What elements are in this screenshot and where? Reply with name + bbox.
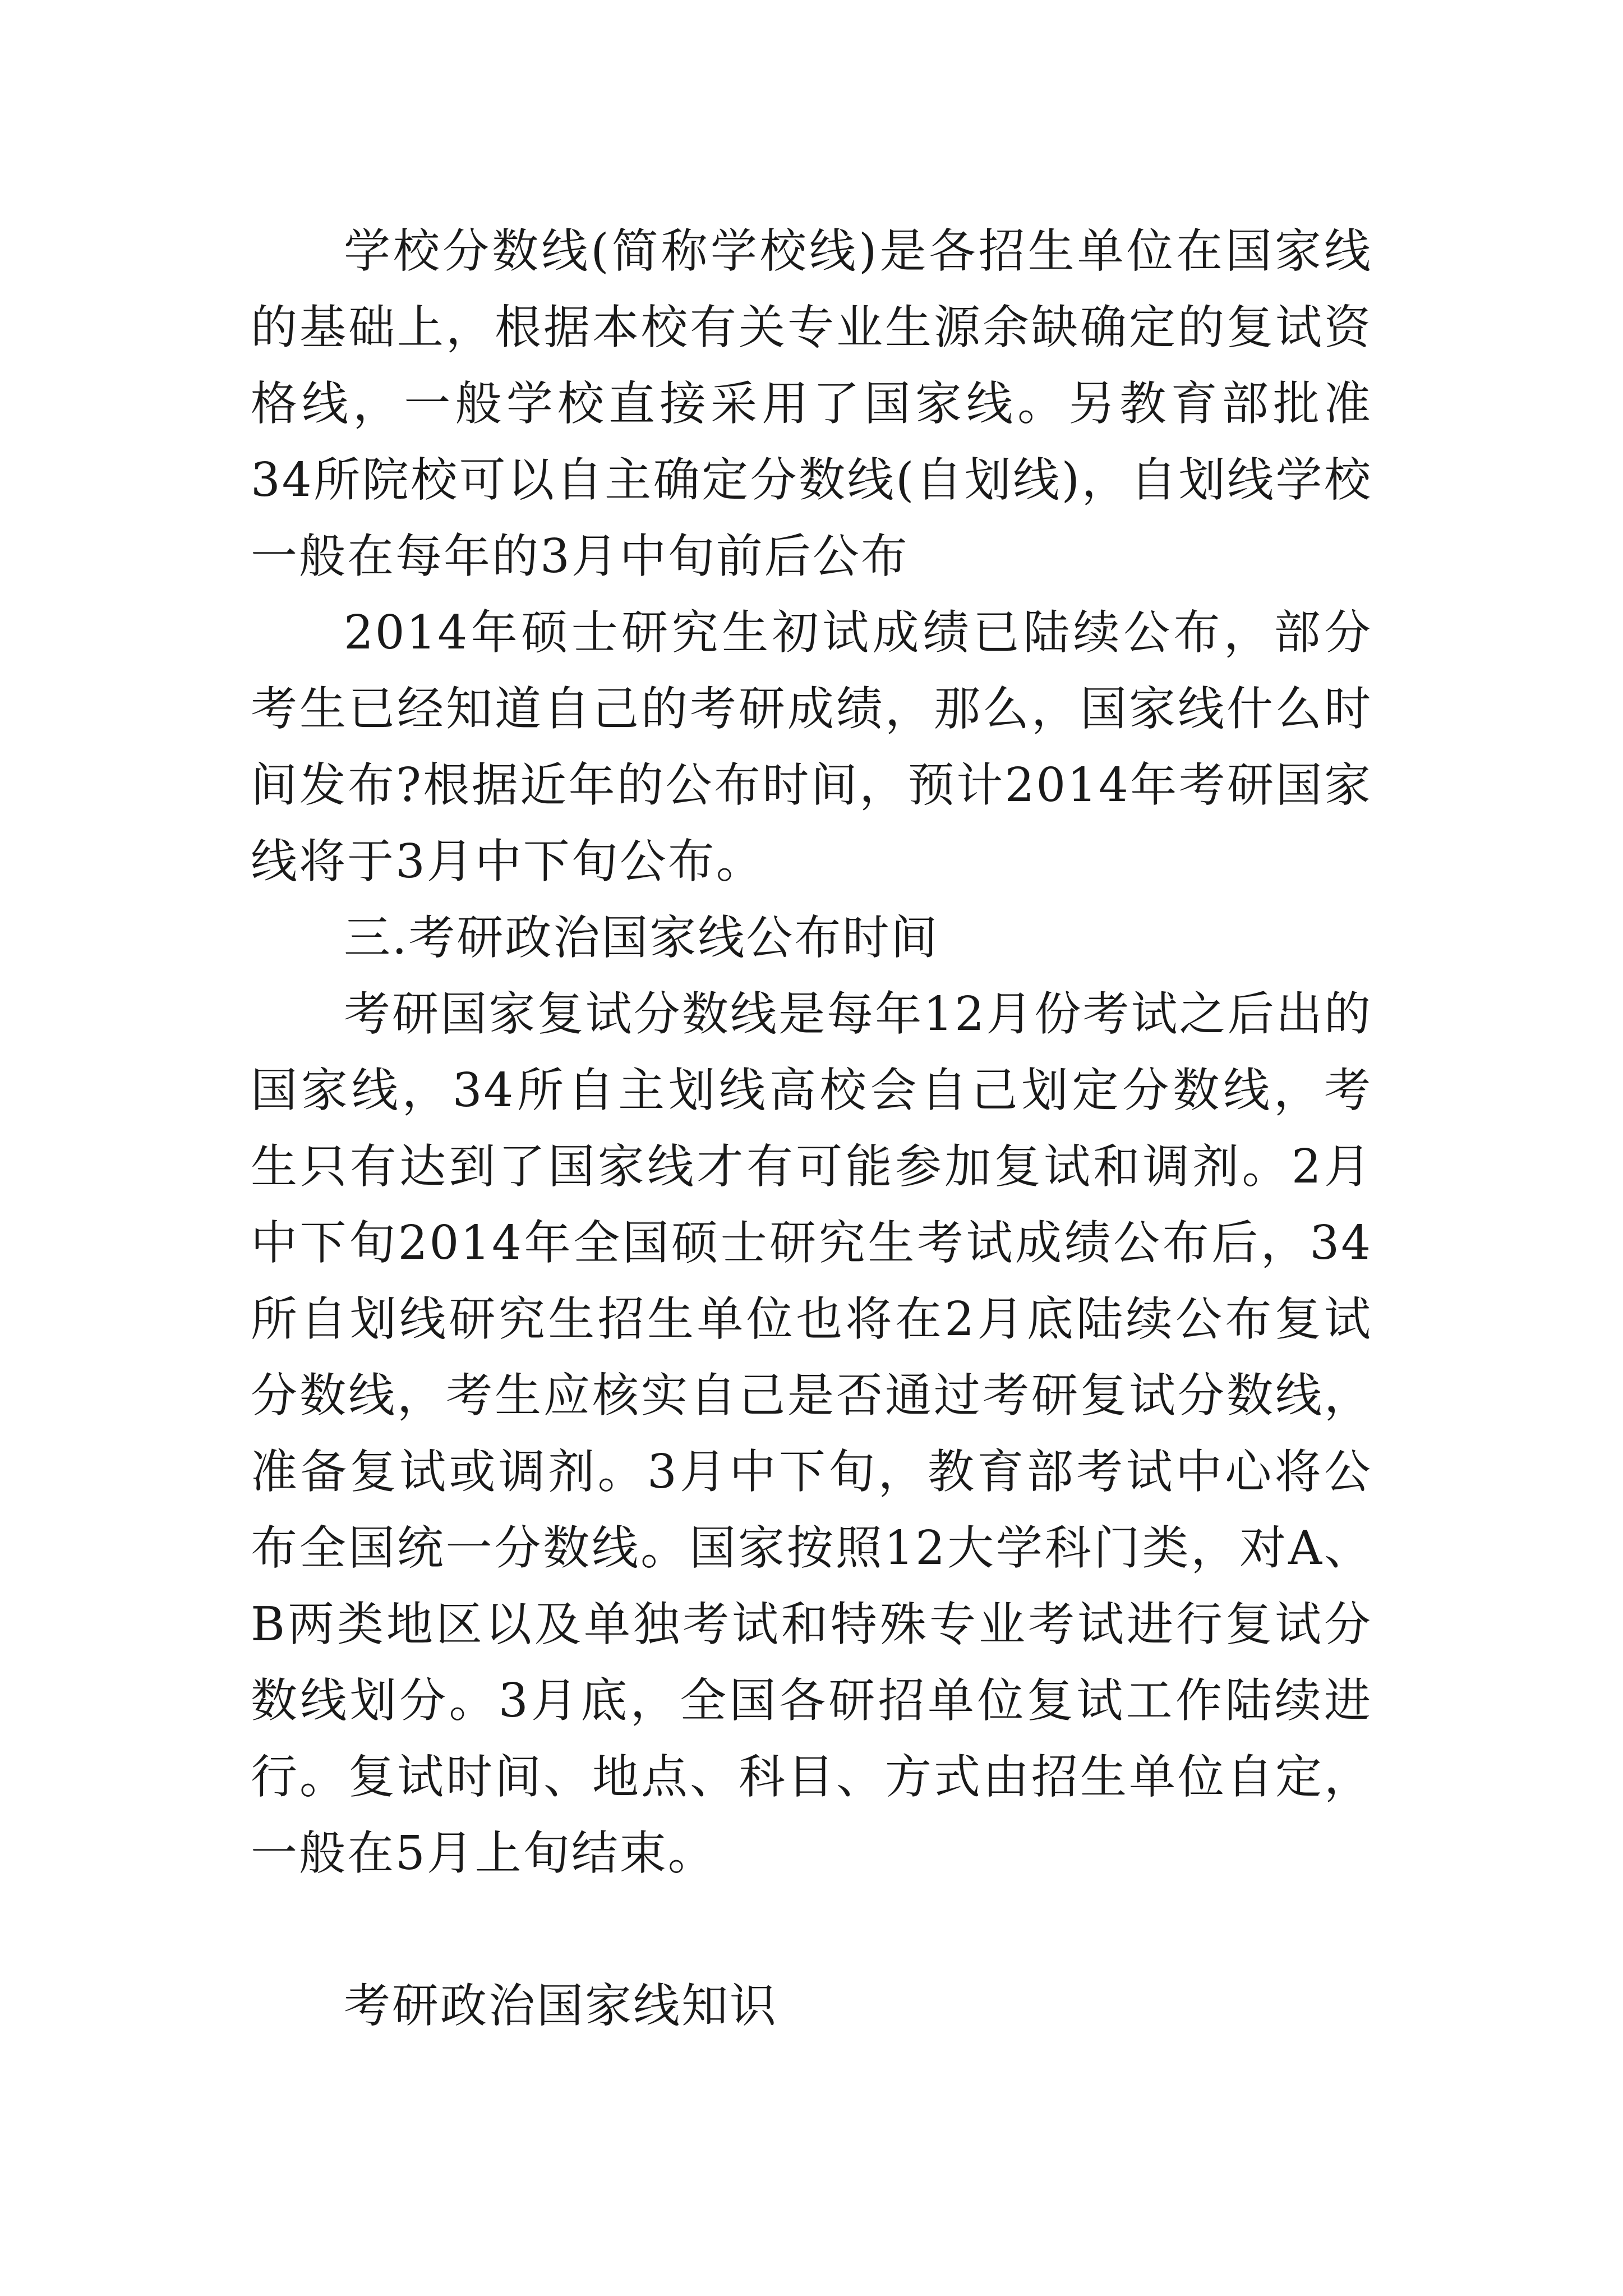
section-heading-release-time: 三.考研政治国家线公布时间 — [344, 910, 939, 965]
document-body — [251, 213, 1372, 2044]
paragraph-2014-results: 2014年硕士研究生初试成绩已陆续公布，部分考生已经知道自己的考研成绩，那么，国家线什么时间发布?根据近年的公布时间，预计2014年考研国家线将于3月中下旬公布。 — [251, 605, 1372, 889]
section-heading-knowledge: 考研政治国家线知识 — [344, 1978, 778, 2033]
paragraph-retest-score-line: 考研国家复试分数线是每年12月份考试之后出的国家线，34所自主划线高校会自己划定分数线，考生只有达到了国家线才有可能参加复试和调剂。2月中下旬2014年全国硕士研究生考试成绩公布后，34所自划线研究生招生单位也将在2月底陆续公布复试分数线，考生应核实自己是否通过考研复试分数线，准备复试或调剂。3月中下旬，教育部考试中心将公布全国统一分数线。国家按照12大学科门类，对A、B两类地区以及单独考试和特殊专业考试进行复试分数线划分。3月底，全国各研招单位复试工作陆续进行。复试时间、地点、科目、方式由招生单位自定，一般在5月上旬结束。 — [251, 987, 1372, 1880]
paragraph-school-score-line: 学校分数线(简称学校线)是各招生单位在国家线的基础上，根据本校有关专业生源余缺确定的复试资格线，一般学校直接采用了国家线。另教育部批准34所院校可以自主确定分数线(自划线)，自划线学校一般在每年的3月中旬前后公布 — [251, 224, 1372, 583]
